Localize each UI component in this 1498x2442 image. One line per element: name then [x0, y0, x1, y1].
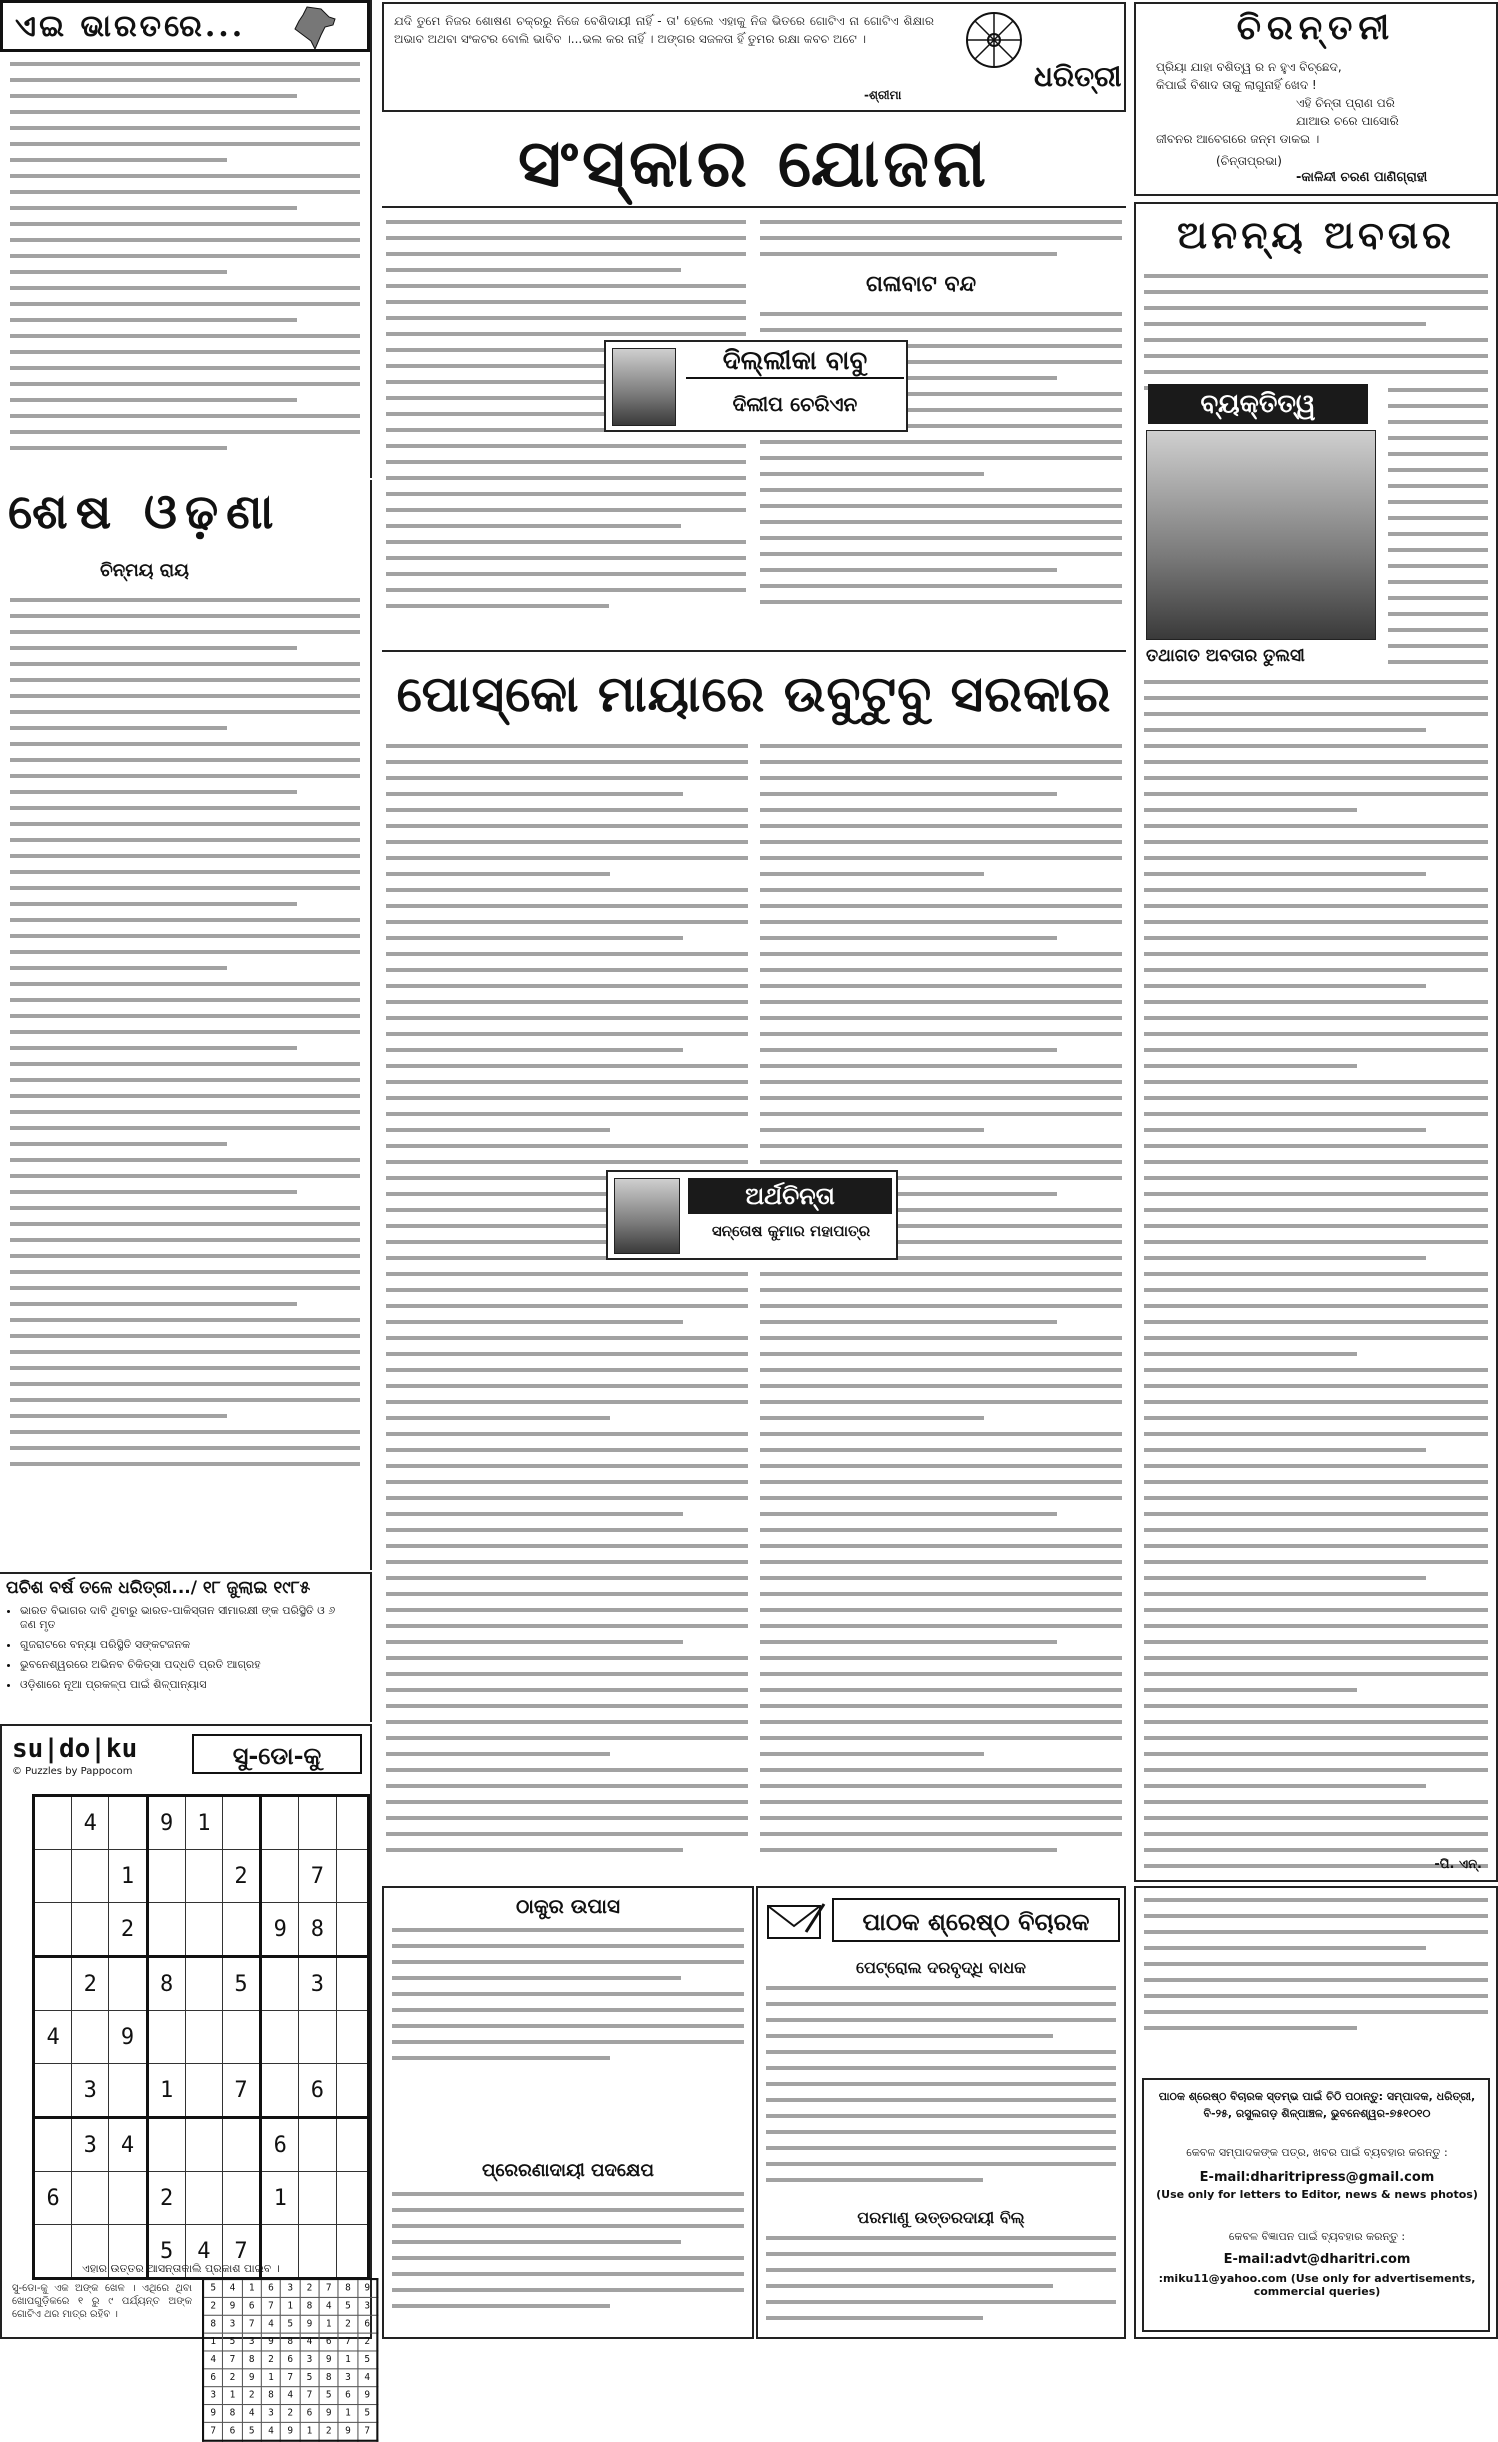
sudoku-grid	[32, 1794, 370, 2280]
sudoku-cell	[185, 2172, 222, 2225]
sudoku-logo-sub: © Puzzles by Pappocom	[12, 1766, 133, 1777]
sudoku-cell: 3	[72, 2118, 109, 2172]
solution-cell: 1	[223, 2387, 242, 2405]
sudoku-cell	[261, 1850, 299, 1903]
sudoku-cell	[185, 2118, 222, 2172]
dilli-babu-author-photo	[612, 348, 676, 426]
posco-article-col2	[756, 740, 1126, 1880]
sudoku-cell: 8	[147, 1957, 185, 2011]
solution-cell: 6	[281, 2351, 300, 2369]
solution-cell: 7	[203, 2422, 223, 2440]
solution-cell: 5	[281, 2315, 300, 2333]
solution-cell: 6	[223, 2422, 242, 2440]
sudoku-cell	[109, 1957, 147, 2011]
ananya-title: ଅନନ୍ୟ ଅବତାର	[1136, 212, 1496, 258]
solution-cell: 8	[223, 2405, 242, 2423]
arthachinta-box	[606, 1170, 898, 1260]
sudoku-cell: 4	[185, 2225, 222, 2279]
solution-cell: 3	[300, 2351, 319, 2369]
sudoku-cell: 7	[222, 2064, 260, 2118]
sudoku-cell: 9	[147, 1796, 185, 1850]
sudoku-cell: 4	[34, 2011, 72, 2064]
sudoku-cell	[109, 2172, 147, 2225]
solution-cell: 8	[300, 2297, 319, 2315]
ei-bharatare-header	[0, 0, 370, 52]
solution-cell: 4	[319, 2297, 338, 2315]
sudoku-cell: 7	[222, 2225, 260, 2279]
solution-cell: 1	[242, 2279, 261, 2297]
sudoku-cell-row	[34, 2011, 369, 2064]
solution-cell: 5	[300, 2369, 319, 2387]
contact-email-2[interactable]: E-mail:advt@dharitri.com	[1223, 2252, 1411, 2267]
solution-cell: 1	[203, 2333, 223, 2351]
pathaka-section	[756, 1886, 1126, 2339]
sudoku-cell	[34, 1850, 72, 1903]
ananya-signoff: -ପି. ଏନ୍.	[1434, 1857, 1482, 1872]
sudoku-cell	[299, 1796, 336, 1850]
solution-cell: 2	[319, 2422, 338, 2440]
verse-line: ଏହି ଚିନ୍ତା ପ୍ରାଣ ପରି	[1296, 96, 1395, 110]
solution-cell: 9	[338, 2422, 357, 2440]
masthead-quote-author: -ଶ୍ରୀମା	[864, 88, 902, 102]
pachisha-header: ପଚିଶ ବର୍ଷ ତଳେ ଧରିତ୍ରୀ.../ ୧୮ ଜୁଲାଇ ୧୯୮୫	[6, 1578, 311, 1598]
pathaka-title: ପାଠକ ଶ୍ରେଷ୍ଠ ବିଚାରକ	[832, 1898, 1120, 1942]
solution-cell: 9	[319, 2351, 338, 2369]
solution-cell: 8	[203, 2315, 223, 2333]
section-title: ଏଇ ଭାରତରେ...	[15, 9, 246, 44]
sudoku-cell	[222, 1903, 260, 1957]
main-headline: ସଂସ୍କାର ଯୋଜନା	[382, 118, 1126, 208]
contact-box	[1142, 2078, 1490, 2332]
sudoku-cell	[261, 1796, 299, 1850]
solution-cell: 5	[358, 2405, 378, 2423]
solution-cell: 4	[261, 2422, 280, 2440]
solution-cell: 3	[358, 2297, 378, 2315]
solution-cell: 6	[358, 2315, 378, 2333]
sudoku-cell	[72, 1903, 109, 1957]
sudoku-cell	[299, 2172, 336, 2225]
sudoku-cell: 2	[147, 2172, 185, 2225]
solution-cell-row	[203, 2333, 377, 2351]
sudoku-cell	[336, 1957, 369, 2011]
masthead-quote: ଯଦି ତୁମେ ନିଜର ଶୋଷଣ ଚକ୍ରରୁ ନିଜେ ବେଶିଦାୟୀ ନାହିଁ - ତା' ହେଲେ ଏହାକୁ ନିଜ ଭିତରେ ଗୋଟିଏ ନା ଗୋଟିଏ ଶିକ୍ଷାର ଅଭାବ ଅଥବା ସଂକଟର ବୋଲି ଭାବିବ ।...ଭଲ କର ନାହିଁ । ଅଙ୍ଗର ସଜଳତା ହିଁ ତୁମର ରକ୍ଷା କବଚ ଅଟେ ।	[394, 14, 934, 46]
sudoku-cell	[299, 2118, 336, 2172]
ei-bharatare-body	[10, 62, 360, 472]
sudoku-cell-row	[34, 2064, 369, 2118]
letters-section	[1134, 1886, 1498, 2339]
sudoku-cell: 9	[109, 2011, 147, 2064]
thakura-title: ଠାକୁର ଉପାସ	[515, 1894, 621, 1918]
sudoku-cell	[34, 1796, 72, 1850]
solution-cell: 4	[281, 2387, 300, 2405]
solution-cell: 9	[242, 2369, 261, 2387]
sudoku-cell	[336, 1796, 369, 1850]
sudoku-cell-row	[34, 2118, 369, 2172]
solution-cell: 7	[242, 2315, 261, 2333]
sudoku-cell	[222, 2011, 260, 2064]
sudoku-cell-row	[34, 2172, 369, 2225]
solution-cell-row	[203, 2405, 377, 2423]
sudoku-cell: 6	[261, 2118, 299, 2172]
tulsi-photo	[1146, 430, 1376, 640]
solution-cell-row	[203, 2297, 377, 2315]
sudoku-cell	[147, 2118, 185, 2172]
solution-cell: 1	[261, 2369, 280, 2387]
solution-cell: 9	[223, 2297, 242, 2315]
chirantani-author: -କାଳିନ୍ଦୀ ଚରଣ ପାଣିଗ୍ରାହୀ	[1296, 170, 1428, 185]
dilli-babu-author: ଦିଲୀପ ଚେରିଏନ	[732, 392, 858, 416]
thakura-subhead: ପ୍ରେରଣାଦାୟୀ ପଦକ୍ଷେପ	[482, 2160, 654, 2181]
sudoku-cell: 2	[222, 1850, 260, 1903]
solution-cell: 2	[300, 2279, 319, 2297]
shesha-author: ଚିନ୍ମୟ ରାୟ	[100, 560, 189, 581]
shesha-odhana-section	[0, 480, 372, 1570]
solution-cell: 1	[281, 2297, 300, 2315]
solution-cell: 8	[242, 2351, 261, 2369]
chirantani-verse	[1156, 58, 1486, 148]
solution-cell: 9	[358, 2387, 378, 2405]
posco-article-col1	[382, 740, 754, 1880]
solution-cell: 2	[223, 2369, 242, 2387]
solution-cell: 4	[223, 2279, 242, 2297]
sudoku-cell	[185, 1957, 222, 2011]
sudoku-cell	[336, 1903, 369, 1957]
solution-cell: 7	[223, 2351, 242, 2369]
pachisha-item: • ଭୁବନେଶ୍ୱରରେ ଅଭିନବ ଚିକିତ୍ସା ପଦ୍ଧତି ପ୍ରତି ଆଗ୍ରହ	[20, 1658, 350, 1672]
solution-cell: 4	[261, 2315, 280, 2333]
contact-email-3[interactable]: :miku11@yahoo.com (Use only for advertisements, commercial queries)	[1158, 2272, 1476, 2298]
sudoku-cell	[261, 2064, 299, 2118]
thakura-section	[382, 1886, 754, 2339]
sudoku-cell	[72, 2172, 109, 2225]
solution-cell: 3	[281, 2279, 300, 2297]
sudoku-cell	[109, 1796, 147, 1850]
contact-address: ପାଠକ ଶ୍ରେଷ୍ଠ ବିଚାରକ ସ୍ତମ୍ଭ ପାଇଁ ଚିଠି ପଠାନ୍ତୁ: ସମ୍ପାଦକ, ଧରିତ୍ରୀ, ବି-୨୫, ରସୁଲଗଡ଼ ଶିଳ୍ପାଞ୍ଚଳ, ଭୁବନେଶ୍ୱର-୭୫୧୦୧୦	[1158, 2090, 1476, 2120]
solution-cell: 5	[319, 2387, 338, 2405]
sudoku-cell	[34, 2225, 72, 2279]
sudoku-cell: 8	[299, 1903, 336, 1957]
sudoku-cell: 3	[299, 1957, 336, 2011]
dilli-babu-box	[604, 340, 908, 432]
sudoku-cell: 3	[72, 2064, 109, 2118]
byaktitwa-tag: ବ୍ୟକ୍ତିତ୍ୱ	[1148, 384, 1368, 424]
wheel-logo-icon	[964, 10, 1024, 70]
sudoku-cell	[299, 2225, 336, 2279]
sudoku-cell: 5	[147, 2225, 185, 2279]
sudoku-cell	[222, 1796, 260, 1850]
arthachinta-title: ଅର୍ଥଚିନ୍ତା	[688, 1178, 892, 1214]
solution-cell: 7	[281, 2369, 300, 2387]
sudoku-cell-row	[34, 1903, 369, 1957]
sudoku-cell	[185, 1903, 222, 1957]
solution-cell: 1	[319, 2315, 338, 2333]
solution-cell: 3	[203, 2387, 223, 2405]
solution-cell: 1	[300, 2422, 319, 2440]
solution-cell: 4	[300, 2333, 319, 2351]
pachisha-item: • ଗୁଜରାଟରେ ବନ୍ୟା ପରିସ୍ଥିତି ସଙ୍କଟଜନକ	[20, 1638, 350, 1652]
sudoku-cell	[336, 2225, 369, 2279]
india-map-icon	[289, 5, 339, 51]
solution-cell: 4	[242, 2405, 261, 2423]
solution-cell: 5	[242, 2422, 261, 2440]
sudoku-cell: 1	[261, 2172, 299, 2225]
contact-line2: କେବଳ ସମ୍ପାଦକଙ୍କ ପତ୍ର, ଖବର ପାଇଁ ବ୍ୟବହାର କରନ୍ତୁ :	[1186, 2146, 1448, 2159]
sudoku-cell	[147, 1850, 185, 1903]
solution-cell: 9	[319, 2405, 338, 2423]
solution-cell: 6	[203, 2369, 223, 2387]
solution-cell: 9	[300, 2315, 319, 2333]
solution-cell: 7	[300, 2387, 319, 2405]
verse-line: ଜୀବନର ଆବେଗରେ ଜନ୍ମ ଡାକଇ ।	[1156, 132, 1320, 146]
sudoku-cell: 7	[299, 1850, 336, 1903]
solution-cell: 7	[261, 2297, 280, 2315]
contact-line3: କେବଳ ବିଜ୍ଞାପନ ପାଇଁ ବ୍ୟବହାର କରନ୍ତୁ :	[1228, 2230, 1406, 2243]
ananya-section	[1134, 202, 1498, 1882]
solution-cell: 2	[242, 2387, 261, 2405]
envelope-icon	[766, 1902, 826, 1942]
solution-cell: 3	[338, 2369, 357, 2387]
sudoku-cell	[336, 2011, 369, 2064]
solution-cell: 6	[338, 2387, 357, 2405]
solution-cell: 2	[203, 2297, 223, 2315]
sudoku-cell	[336, 2118, 369, 2172]
pachisha-item: • ଭାରତ ବିଭାଗର ଦାବି ଥିବାରୁ ଭାରତ-ପାକିସ୍ତାନ ସୀମାରକ୍ଷୀ ଙ୍କ ପରିସ୍ଥିତି ଓ ୬ ଜଣ ମୃତ	[20, 1604, 350, 1632]
pathaka-subhead-2: ପରମାଣୁ ଉତ୍ତରଦାୟୀ ବିଲ୍	[857, 2208, 1025, 2227]
solution-cell-row	[203, 2422, 377, 2440]
solution-cell: 6	[319, 2333, 338, 2351]
solution-cell: 3	[242, 2333, 261, 2351]
sudoku-logo: su|do|ku	[12, 1734, 138, 1764]
solution-cell-row	[203, 2369, 377, 2387]
sudoku-instructions: ସୁ-ଡୋ-କୁ ଏକ ଅଙ୍କ ଖେଳ । ଏଥିରେ ଥିବା ଖୋପଗୁଡ଼ିକରେ ୧ ରୁ ୯ ପର୍ଯ୍ୟନ୍ତ ଅଙ୍କ ଗୋଟିଏ ଥର ମାତ୍ର ରହିବ ।	[12, 2283, 192, 2320]
solution-cell: 7	[338, 2333, 357, 2351]
verse-line: ଯାଆଉ ଚରେ ପାସୋରି	[1296, 114, 1399, 128]
chirantani-source: (ଚିନ୍ତାପ୍ରଭା)	[1216, 154, 1282, 168]
sudoku-cell: 4	[72, 1796, 109, 1850]
dilli-babu-title: ଦିଲ୍ଲୀକା ବାବୁ	[686, 346, 904, 379]
sudoku-title: ସୁ-ଡୋ-କୁ	[192, 1734, 362, 1774]
solution-cell: 2	[281, 2405, 300, 2423]
solution-cell: 6	[261, 2279, 280, 2297]
sudoku-cell: 6	[299, 2064, 336, 2118]
sudoku-cell	[34, 1903, 72, 1957]
solution-cell: 9	[261, 2333, 280, 2351]
chirantani-section	[1134, 2, 1498, 196]
solution-cell: 8	[319, 2369, 338, 2387]
sudoku-cell	[34, 2118, 72, 2172]
tulsi-photo-caption: ତଥାଗତ ଅବତାର ତୁଲସୀ	[1146, 646, 1305, 666]
pachisha-section	[0, 1572, 372, 1722]
sudoku-cell	[147, 1903, 185, 1957]
chirantani-title: ଚିରନ୍ତନୀ	[1136, 8, 1496, 48]
solution-cell: 8	[261, 2387, 280, 2405]
sudoku-cell	[336, 2172, 369, 2225]
sudoku-cell	[222, 2172, 260, 2225]
sudoku-cell: 2	[109, 1903, 147, 1957]
sudoku-cell: 5	[222, 1957, 260, 2011]
solution-cell: 2	[338, 2315, 357, 2333]
solution-cell: 6	[242, 2297, 261, 2315]
sudoku-cell	[261, 1957, 299, 2011]
verse-line: ପ୍ରିୟା ଯାହା ବଶିତ୍ୱ ର ନ ହୁଏ ବିଚ୍ଛେଦ,	[1156, 60, 1342, 74]
sudoku-cell	[336, 2064, 369, 2118]
sudoku-cell	[185, 1850, 222, 1903]
sudoku-cell	[222, 2118, 260, 2172]
solution-cell: 9	[203, 2405, 223, 2423]
solution-cell: 6	[300, 2405, 319, 2423]
arthachinta-author-photo	[614, 1178, 680, 1254]
solution-cell: 1	[338, 2351, 357, 2369]
solution-cell: 5	[358, 2351, 378, 2369]
sudoku-section	[0, 1724, 372, 2437]
sudoku-answer-note: ଏହାର ଉତ୍ତର ଆସନ୍ତାକାଲି ପ୍ରକାଶ ପାଇବ ।	[82, 2262, 280, 2275]
sudoku-cell	[34, 1957, 72, 2011]
posco-headline: ପୋସ୍କୋ ମାୟାରେ ଉବୁଟୁବୁ ସରକାର	[396, 664, 1112, 723]
sudoku-cell-row	[34, 1957, 369, 2011]
shesha-body	[10, 598, 360, 1548]
sudoku-cell	[147, 2011, 185, 2064]
sudoku-cell	[336, 1850, 369, 1903]
solution-cell-row	[203, 2351, 377, 2369]
sudoku-cell-row	[34, 1796, 369, 1850]
sudoku-cell	[72, 2011, 109, 2064]
solution-cell: 2	[358, 2333, 378, 2351]
sudoku-cell: 1	[147, 2064, 185, 2118]
sudoku-cell-row	[34, 1850, 369, 1903]
solution-cell: 4	[358, 2369, 378, 2387]
solution-cell: 5	[203, 2279, 223, 2297]
solution-cell: 1	[338, 2405, 357, 2423]
contact-email-1-note: (Use only for letters to Editor, news & news photos)	[1156, 2188, 1478, 2201]
sudoku-cell: 4	[109, 2118, 147, 2172]
sudoku-solution-grid	[202, 2278, 378, 2442]
solution-cell-row	[203, 2387, 377, 2405]
galabata-subhead: ଗଳାବାଟ ବନ୍ଦ	[866, 272, 977, 297]
sudoku-cell: 1	[109, 1850, 147, 1903]
verse-line: କିପାଇଁ ବିଶାଦ ତାକୁ ଲାଗୁନାହିଁ ଖେଦ !	[1156, 78, 1317, 92]
sudoku-cell: 9	[261, 1903, 299, 1957]
sudoku-cell	[185, 2064, 222, 2118]
sudoku-cell	[34, 2064, 72, 2118]
solution-cell: 9	[281, 2422, 300, 2440]
paper-name: ଧରିତ୍ରୀ	[1034, 60, 1122, 93]
pachisha-item: • ଓଡ଼ିଶାରେ ନୂଆ ପ୍ରକଳ୍ପ ପାଇଁ ଶିଳ୍ପାନ୍ୟାସ	[20, 1678, 350, 1692]
solution-cell: 3	[223, 2315, 242, 2333]
sudoku-cell	[72, 1850, 109, 1903]
sudoku-cell	[261, 2011, 299, 2064]
shesha-odhana-title: ଶେଷ ଓଢ଼ଣା	[8, 484, 282, 540]
solution-cell-row	[203, 2315, 377, 2333]
pachisha-list	[0, 1604, 350, 1698]
solution-cell: 5	[338, 2297, 357, 2315]
solution-cell: 3	[261, 2405, 280, 2423]
sudoku-cell	[185, 2011, 222, 2064]
arthachinta-author: ସନ୍ତୋଷ କୁମାର ମହାପାତ୍ର	[711, 1222, 871, 1240]
sudoku-cell: 1	[185, 1796, 222, 1850]
solution-cell: 7	[358, 2422, 378, 2440]
solution-cell: 4	[203, 2351, 223, 2369]
masthead	[382, 2, 1126, 112]
sudoku-cell: 2	[72, 1957, 109, 2011]
solution-cell: 8	[338, 2279, 357, 2297]
sudoku-cell	[109, 2064, 147, 2118]
contact-email-1[interactable]: E-mail:dharitripress@gmail.com	[1199, 2170, 1435, 2185]
pathaka-subhead-1: ପେଟ୍ରୋଲ ଦରବୃଦ୍ଧି ବାଧକ	[856, 1958, 1026, 1977]
ei-bharatare-section	[0, 0, 372, 478]
sudoku-cell	[299, 2011, 336, 2064]
solution-cell: 9	[358, 2279, 378, 2297]
sudoku-cell: 6	[34, 2172, 72, 2225]
solution-cell: 2	[261, 2351, 280, 2369]
solution-cell: 5	[223, 2333, 242, 2351]
solution-cell-row	[203, 2279, 377, 2297]
solution-cell: 7	[319, 2279, 338, 2297]
solution-cell: 8	[281, 2333, 300, 2351]
